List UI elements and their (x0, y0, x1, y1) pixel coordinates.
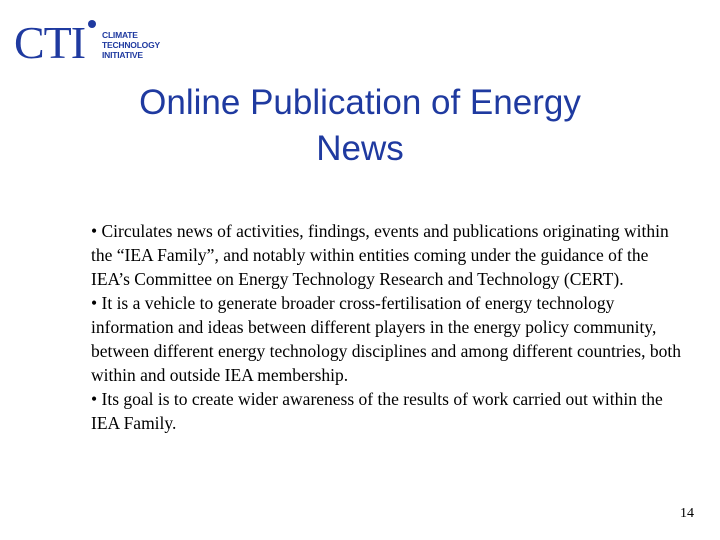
bullet-item: • It is a vehicle to generate broader cross-fertilisation of energy technology information and ideas between different players in the energy policy community, between different energy technology disciplines and among different countries, both within and outside IEA membership. (91, 293, 681, 385)
bullet-list (91, 219, 681, 435)
title-line-2: News (316, 129, 404, 168)
slide-title (0, 80, 720, 172)
bullet-item: • Circulates news of activities, findings, events and publications originating within the “IEA Family”, and notably within entities coming under the guidance of the IEA’s Committee on Energy Technology Research and Technology (CERT). (91, 221, 669, 289)
logo-line-initiative: INITIATIVE (102, 50, 143, 60)
title-line-1: Online Publication of Energy (139, 83, 581, 122)
logo-line-technology: TECHNOLOGY (102, 40, 160, 50)
bullet-item: • Its goal is to create wider awareness of the results of work carried out within the IEA Family. (91, 389, 663, 433)
cti-logo (14, 17, 160, 70)
logo-wordmark (102, 30, 160, 60)
logo-dot-icon (88, 20, 96, 28)
logo-mark: CTI (14, 17, 86, 68)
logo-line-climate: CLIMATE (102, 30, 138, 40)
page-number: 14 (680, 506, 694, 521)
